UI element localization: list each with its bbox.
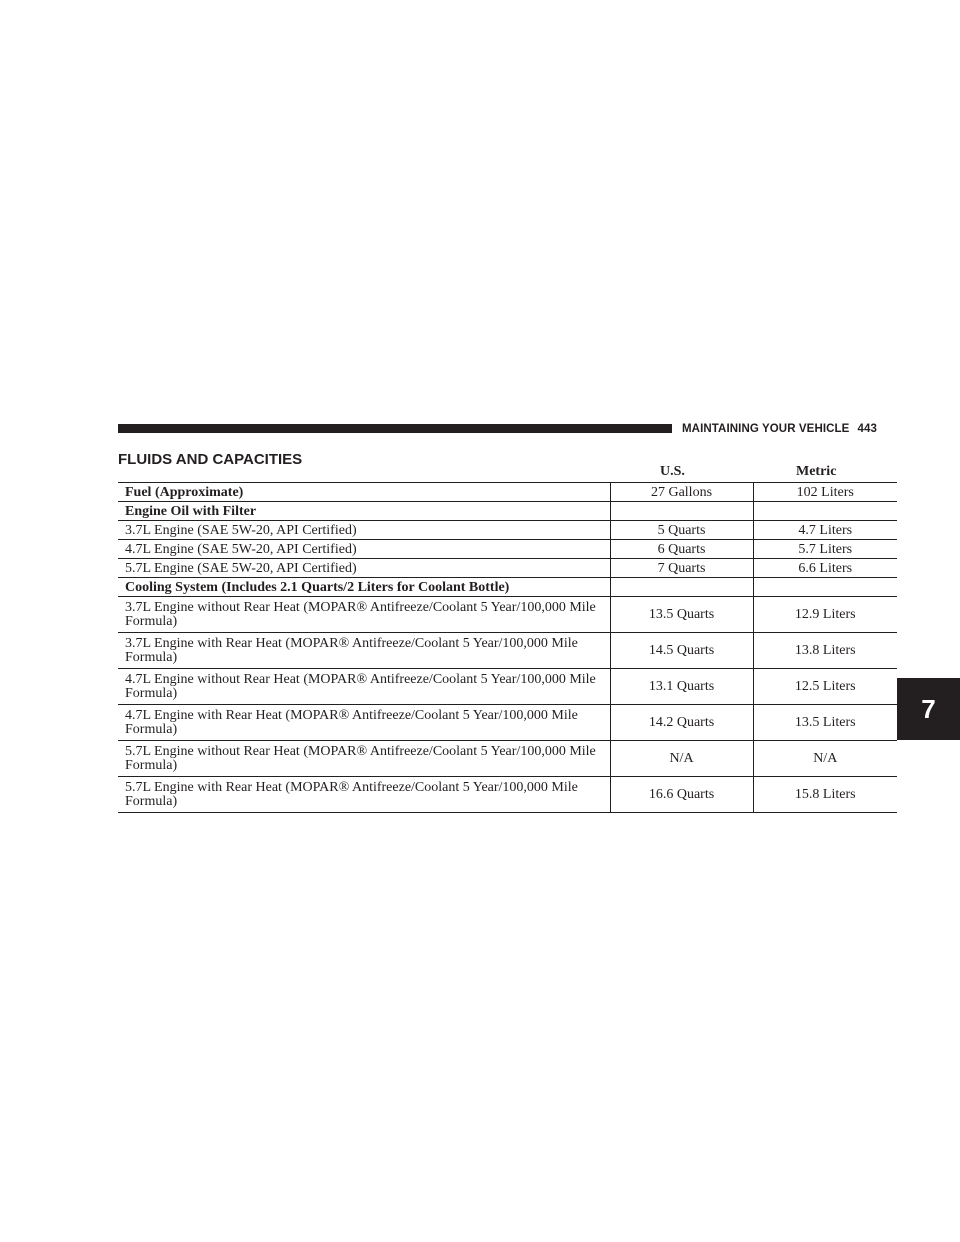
row-us-value: 6 Quarts <box>610 540 753 559</box>
row-us-value: 5 Quarts <box>610 521 753 540</box>
table-row <box>118 559 897 578</box>
row-metric-value: 6.6 Liters <box>753 559 897 578</box>
table-row <box>118 705 897 741</box>
row-label: 4.7L Engine without Rear Heat (MOPAR® Antifreeze/Coolant 5 Year/100,000 Mile Formula) <box>118 669 610 705</box>
row-label: Cooling System (Includes 2.1 Quarts/2 Liters for Coolant Bottle) <box>118 578 610 597</box>
row-metric-value <box>753 502 897 521</box>
row-metric-value: 102 Liters <box>753 483 897 502</box>
row-label: Fuel (Approximate) <box>118 483 610 502</box>
row-label: 5.7L Engine with Rear Heat (MOPAR® Antifreeze/Coolant 5 Year/100,000 Mile Formula) <box>118 777 610 813</box>
column-header-metric: Metric <box>796 464 837 479</box>
row-metric-value: 12.9 Liters <box>753 597 897 633</box>
table-row <box>118 483 897 502</box>
row-us-value: 14.5 Quarts <box>610 633 753 669</box>
capacities-table <box>118 482 897 813</box>
row-label: 4.7L Engine (SAE 5W-20, API Certified) <box>118 540 610 559</box>
row-metric-value: 5.7 Liters <box>753 540 897 559</box>
row-us-value: 13.5 Quarts <box>610 597 753 633</box>
row-label: Engine Oil with Filter <box>118 502 610 521</box>
row-metric-value: 12.5 Liters <box>753 669 897 705</box>
row-us-value: N/A <box>610 741 753 777</box>
row-us-value <box>610 502 753 521</box>
table-row <box>118 578 897 597</box>
row-us-value: 27 Gallons <box>610 483 753 502</box>
section-title: FLUIDS AND CAPACITIES <box>118 451 303 468</box>
table-row <box>118 597 897 633</box>
row-us-value: 16.6 Quarts <box>610 777 753 813</box>
row-us-value: 14.2 Quarts <box>610 705 753 741</box>
table-row <box>118 741 897 777</box>
page-number: 443 <box>857 423 877 435</box>
header-section: MAINTAINING YOUR VEHICLE <box>682 423 850 435</box>
row-us-value <box>610 578 753 597</box>
running-header <box>682 422 897 436</box>
table-row <box>118 502 897 521</box>
row-label: 5.7L Engine (SAE 5W-20, API Certified) <box>118 559 610 578</box>
row-metric-value: 15.8 Liters <box>753 777 897 813</box>
table-row <box>118 521 897 540</box>
row-label: 3.7L Engine with Rear Heat (MOPAR® Antifreeze/Coolant 5 Year/100,000 Mile Formula) <box>118 633 610 669</box>
table-row <box>118 777 897 813</box>
row-metric-value: 4.7 Liters <box>753 521 897 540</box>
row-us-value: 13.1 Quarts <box>610 669 753 705</box>
table-row <box>118 540 897 559</box>
row-label: 5.7L Engine without Rear Heat (MOPAR® Antifreeze/Coolant 5 Year/100,000 Mile Formula) <box>118 741 610 777</box>
chapter-tab: 7 <box>897 678 960 740</box>
row-label: 3.7L Engine without Rear Heat (MOPAR® Antifreeze/Coolant 5 Year/100,000 Mile Formula) <box>118 597 610 633</box>
column-header-us: U.S. <box>660 464 685 479</box>
row-metric-value <box>753 578 897 597</box>
row-us-value: 7 Quarts <box>610 559 753 578</box>
header-rule <box>118 424 672 433</box>
row-label: 4.7L Engine with Rear Heat (MOPAR® Antifreeze/Coolant 5 Year/100,000 Mile Formula) <box>118 705 610 741</box>
row-metric-value: N/A <box>753 741 897 777</box>
table-row <box>118 633 897 669</box>
row-metric-value: 13.5 Liters <box>753 705 897 741</box>
row-metric-value: 13.8 Liters <box>753 633 897 669</box>
row-label: 3.7L Engine (SAE 5W-20, API Certified) <box>118 521 610 540</box>
table-row <box>118 669 897 705</box>
